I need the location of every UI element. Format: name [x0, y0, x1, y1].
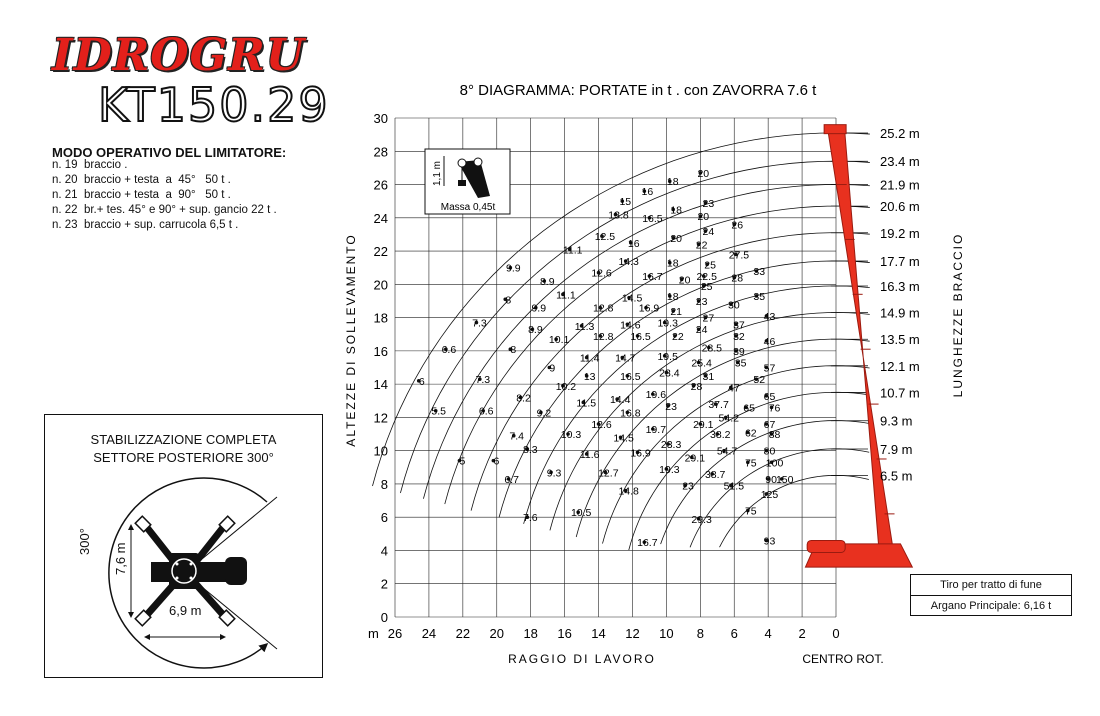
- load-value-label: 15: [619, 196, 632, 209]
- jib-inset: [425, 149, 510, 214]
- y-tick-label: 6: [380, 510, 388, 526]
- load-value-label: 23.4: [659, 367, 680, 380]
- sector-side-label: 300°: [77, 528, 92, 555]
- load-value-label: 28: [731, 272, 744, 285]
- y-tick-label: 30: [373, 111, 388, 126]
- load-value-label: 6.6: [441, 344, 457, 357]
- load-value-label: 33: [753, 266, 766, 279]
- load-value-label: 23: [682, 480, 694, 493]
- jib-mass: Massa 0,45t: [440, 202, 496, 213]
- load-value-label: 43: [763, 310, 776, 323]
- load-value-label: 25: [700, 280, 713, 293]
- load-value-label: 35: [734, 357, 747, 370]
- load-value-label: 23: [695, 295, 708, 308]
- y-tick-label: 4: [380, 543, 388, 559]
- load-value-label: 27: [702, 312, 715, 325]
- load-value-label: 9.3: [546, 467, 562, 480]
- load-value-label: 8: [510, 344, 517, 357]
- load-value-label: 51.5: [723, 480, 745, 493]
- modes-title: MODO OPERATIVO DEL LIMITATORE:: [52, 145, 287, 160]
- stabilization-subtitle: SETTORE POSTERIORE 300°: [93, 450, 274, 465]
- y-tick-label: 8: [380, 476, 388, 492]
- load-value-label: 150: [775, 473, 794, 486]
- load-value-label: 38.2: [710, 429, 731, 442]
- load-value-label: 12.7: [598, 467, 619, 480]
- boom-length-label: 13.5 m: [880, 332, 920, 348]
- x-tick-label: 26: [387, 626, 403, 641]
- load-value-label: 20: [697, 167, 710, 180]
- x-tick-label: 6: [730, 626, 738, 641]
- boom-length-label: 7.9 m: [880, 442, 913, 458]
- x-tick-label: 20: [489, 626, 505, 641]
- load-value-label: 28.5: [701, 342, 723, 355]
- load-value-label: 16.7: [642, 271, 663, 284]
- load-value-label: 7.4: [509, 430, 525, 443]
- mode-item: n. 23 braccio + sup. carrucola 6,5 t .: [52, 219, 239, 231]
- y-axis-label: ALTEZZE DI SOLLEVAMENTO: [344, 233, 358, 447]
- load-value-label: 39: [733, 345, 745, 358]
- load-value-label: 100: [765, 457, 784, 470]
- load-value-label: 20: [697, 211, 710, 224]
- load-value-label: 5.5: [431, 405, 447, 418]
- load-value-label: 12.6: [591, 419, 612, 432]
- load-value-label: 19.5: [657, 350, 678, 363]
- load-value-label: 7.3: [472, 317, 487, 330]
- load-value-label: 24: [695, 324, 708, 337]
- load-value-label: 11.1: [556, 289, 576, 302]
- boom-length-label: 10.7 m: [880, 385, 920, 401]
- load-value-label: 20: [678, 274, 691, 287]
- rope-pull-box: [910, 574, 1072, 616]
- load-value-label: 11.6: [579, 448, 600, 461]
- load-value-label: 8.3: [522, 444, 538, 457]
- brand-logo: IDROGRU: [52, 30, 306, 81]
- load-value-label: 20: [670, 232, 683, 245]
- y-tick-label: 20: [373, 277, 388, 293]
- load-value-label: 9.2: [536, 407, 552, 420]
- load-value-label: 88: [768, 429, 781, 442]
- load-value-label: 46: [763, 335, 776, 348]
- y-tick-label: 12: [373, 410, 388, 426]
- boom-lengths-axis-label: LUNGHEZZE BRACCIO: [951, 232, 965, 398]
- mode-item: n. 22 br.+ tes. 45° e 90° + sup. gancio 22 t .: [52, 204, 277, 216]
- boom-length-label: 19.2 m: [880, 225, 920, 241]
- load-value-label: 10.5: [570, 507, 592, 520]
- load-value-label: 10.2: [555, 380, 577, 393]
- load-value-label: 29.1: [693, 419, 714, 432]
- load-value-label: 8.9: [528, 324, 543, 337]
- load-value-label: 16.5: [620, 370, 641, 383]
- load-value-label: 8.9: [539, 276, 555, 289]
- load-value-label: 10.3: [560, 429, 582, 442]
- y-tick-label: 2: [380, 576, 388, 592]
- load-value-label: 16.5: [642, 212, 663, 225]
- load-value-label: 22: [672, 330, 684, 343]
- y-tick-label: 28: [373, 144, 388, 160]
- x-tick-label: 18: [523, 626, 538, 641]
- boom-length-label: 25.2 m: [880, 125, 920, 141]
- load-value-label: 8.2: [516, 392, 531, 405]
- load-value-label: 14.7: [615, 352, 636, 365]
- dim-width-label: 6,9 m: [169, 603, 202, 618]
- load-value-label: 30: [727, 299, 740, 312]
- chart-points: [417, 168, 794, 549]
- load-value-label: 16.8: [620, 407, 641, 420]
- load-value-label: 75: [744, 457, 757, 470]
- load-value-label: 80: [763, 445, 776, 458]
- x-axis-label: RAGGIO DI LAVORO: [508, 652, 656, 666]
- load-value-label: 12.5: [594, 231, 616, 244]
- load-value-label: 76: [768, 402, 781, 415]
- x-tick-label: 14: [591, 626, 606, 641]
- load-value-label: 16.9: [638, 302, 660, 315]
- y-tick-label: 22: [373, 244, 388, 260]
- load-value-label: 12.6: [591, 267, 612, 280]
- load-value-label: 35: [753, 290, 766, 303]
- x-unit-label: m: [368, 626, 379, 641]
- load-value-label: 11.5: [576, 397, 597, 410]
- load-value-label: 21: [670, 305, 683, 318]
- y-tick-label: 0: [380, 610, 388, 625]
- load-value-label: 31: [702, 370, 715, 383]
- load-value-label: 24: [702, 226, 715, 239]
- load-value-label: 10.1: [548, 334, 570, 347]
- load-value-label: 7.3: [475, 374, 491, 387]
- boom-length-label: 9.3 m: [880, 413, 913, 429]
- load-value-label: 22.5: [696, 271, 717, 284]
- load-value-label: 13: [583, 370, 596, 383]
- load-value-label: 16: [627, 237, 640, 250]
- load-value-label: 37: [733, 319, 745, 332]
- load-value-label: 29.1: [684, 452, 706, 465]
- load-value-label: 54.2: [718, 412, 739, 425]
- y-tick-label: 10: [373, 443, 388, 459]
- load-value-label: 6.6: [478, 405, 494, 418]
- jib-dimension: 1,1 m: [432, 160, 443, 186]
- load-value-label: 14.4: [609, 394, 631, 407]
- dim-length-label: 7,6 m: [113, 542, 128, 575]
- load-value-label: 28: [690, 380, 703, 393]
- load-value-label: 65: [763, 390, 776, 403]
- load-value-label: 25: [704, 259, 716, 272]
- load-value-label: 5: [459, 455, 466, 468]
- x-tick-label: 0: [832, 626, 840, 641]
- load-value-label: 14.5: [621, 292, 643, 305]
- crane-cab: [807, 540, 845, 552]
- x-origin-label: CENTRO ROT.: [802, 652, 884, 666]
- load-value-label: 14.6: [620, 319, 641, 332]
- load-value-label: 18: [670, 204, 683, 217]
- load-value-label: 29.3: [691, 513, 712, 526]
- load-value-label: 9: [549, 362, 556, 375]
- load-value-label: 67: [763, 419, 776, 432]
- load-value-label: 6: [418, 375, 425, 388]
- load-value-label: 37.7: [708, 399, 729, 412]
- load-value-label: 23: [702, 197, 715, 210]
- load-value-label: 62: [744, 427, 757, 440]
- load-value-label: 125: [760, 488, 779, 501]
- mode-item: n. 19 braccio .: [52, 159, 128, 171]
- boom-length-labels: [880, 126, 920, 484]
- load-value-label: 9.9: [531, 302, 547, 315]
- load-value-label: 12.8: [593, 302, 614, 315]
- boom-length-label: 23.4 m: [880, 154, 920, 170]
- load-value-label: 38.7: [704, 468, 726, 481]
- load-value-label: 12.8: [593, 330, 614, 343]
- load-value-label: 8: [505, 294, 512, 307]
- load-value-label: 19.6: [645, 389, 667, 402]
- mode-item: n. 21 braccio + testa a 90° 50 t .: [52, 189, 231, 201]
- load-value-label: 54.7: [716, 445, 738, 458]
- boom-length-label: 14.9 m: [880, 305, 920, 321]
- load-value-label: 57: [763, 362, 776, 375]
- load-value-label: 75: [744, 505, 757, 518]
- load-value-label: 16.9: [630, 447, 651, 460]
- load-value-label: 14.8: [618, 485, 639, 498]
- x-tick-label: 24: [421, 626, 437, 641]
- load-value-label: 22: [695, 239, 708, 252]
- load-value-label: 14.5: [613, 432, 634, 445]
- boom-length-label: 20.6 m: [880, 199, 920, 215]
- load-value-label: 65: [743, 402, 755, 415]
- y-tick-label: 14: [373, 377, 388, 393]
- x-tick-label: 12: [625, 626, 640, 641]
- load-value-label: 18: [666, 257, 679, 270]
- boom-length-label: 16.3 m: [880, 278, 920, 294]
- stabilization-title: STABILIZZAZIONE COMPLETA: [90, 432, 277, 447]
- x-tick-label: 2: [798, 626, 806, 641]
- boom-head: [824, 125, 846, 134]
- load-value-label: 27.5: [728, 249, 750, 262]
- x-tick-label: 4: [764, 626, 772, 641]
- chart-title: 8° DIAGRAMMA: PORTATE in t . con ZAVORRA 7.6 t: [459, 82, 817, 99]
- load-value-label: 6: [493, 455, 500, 468]
- load-value-label: 11.3: [574, 320, 595, 333]
- load-value-label: 11.4: [579, 352, 600, 365]
- y-tick-label: 24: [373, 210, 388, 226]
- rope-pull-title: Tiro per tratto di fune: [940, 579, 1042, 591]
- load-value-label: 19.3: [657, 317, 678, 330]
- x-tick-label: 16: [557, 626, 572, 641]
- x-tick-label: 10: [659, 626, 674, 641]
- load-value-label: 11.1: [562, 244, 583, 257]
- model-name: KT150.29: [98, 78, 330, 132]
- boom-length-label: 6.5 m: [880, 468, 913, 484]
- load-value-label: 93: [763, 535, 776, 548]
- load-value-label: 14.3: [618, 256, 639, 269]
- load-value-label: 16.7: [637, 537, 658, 550]
- x-tick-label: 22: [455, 626, 471, 641]
- load-value-label: 25.4: [691, 357, 712, 370]
- load-value-label: 19.7: [645, 424, 667, 437]
- load-value-label: 9.9: [506, 262, 521, 275]
- rope-pull-value: Argano Principale: 6,16 t: [911, 595, 1071, 616]
- boom-length-label: 21.9 m: [880, 177, 920, 193]
- load-value-label: 6.7: [504, 473, 519, 486]
- mode-item: n. 20 braccio + testa a 45° 50 t .: [52, 174, 231, 186]
- load-value-label: 32: [733, 330, 745, 343]
- load-value-label: 19.3: [659, 463, 680, 476]
- y-tick-label: 26: [373, 177, 388, 193]
- load-value-label: 23: [665, 400, 677, 413]
- load-value-label: 7.6: [522, 512, 538, 525]
- load-value-label: 23.3: [660, 439, 682, 452]
- load-value-label: 90: [765, 473, 777, 486]
- boom-length-label: 17.7 m: [880, 254, 920, 270]
- load-value-label: 52: [753, 374, 766, 387]
- load-value-label: 47: [727, 382, 740, 395]
- load-value-label: 18: [666, 176, 679, 189]
- load-value-label: 16: [641, 186, 654, 199]
- load-value-label: 16.5: [630, 330, 651, 343]
- boom-length-label: 12.1 m: [880, 358, 920, 374]
- load-value-label: 18: [666, 290, 679, 303]
- y-tick-label: 16: [373, 343, 388, 359]
- load-value-label: 13.8: [608, 209, 629, 222]
- y-tick-label: 18: [373, 310, 388, 326]
- x-tick-label: 8: [696, 626, 704, 641]
- load-value-label: 26: [731, 219, 744, 232]
